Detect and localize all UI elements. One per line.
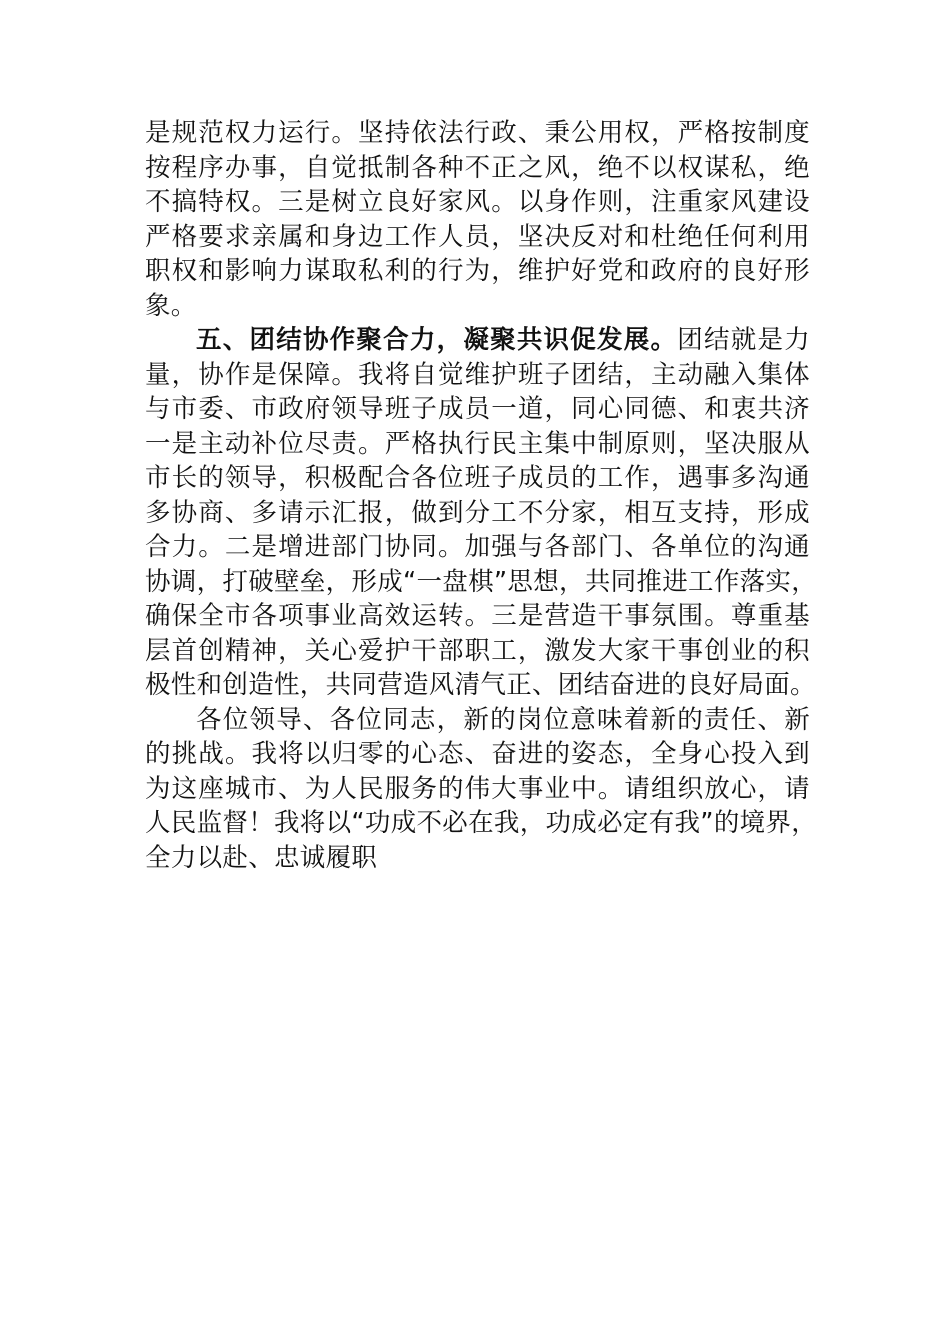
text-line: 为这座城市、为人民服务的伟大事业中。请组织放心，请	[145, 773, 810, 804]
text-line: 各位领导、各位同志，新的岗位意味着新的责任、新	[196, 704, 810, 735]
text-line: 不搞特权。三是树立良好家风。以身作则，注重家风建设	[145, 187, 810, 217]
text-line: 合力。二是增进部门协同。加强与各部门、各单位的沟通	[145, 532, 810, 562]
text-line: 象。	[145, 290, 197, 321]
text-line: 确保全市各项事业高效运转。三是营造干事氛围。尊重基	[145, 601, 810, 631]
paragraph-closing	[145, 703, 818, 876]
text-line: 的挑战。我将以归零的心态、奋进的姿态，全身心投入到	[145, 739, 810, 769]
paragraph-unity-cooperation	[145, 323, 818, 703]
text-line: 与市委、市政府领导班子成员一道，同心同德、和衷共济	[145, 394, 810, 424]
paragraph-power-regulation	[145, 116, 810, 323]
text-line: 人民监督！我将以“功成不必在我，功成必定有我”的境界，	[145, 808, 818, 838]
text-line: 市长的领导，积极配合各位班子成员的工作，遇事多沟通	[145, 463, 810, 493]
heading-line-rest: 团结就是力	[677, 325, 810, 355]
text-line: 层首创精神，关心爱护干部职工，激发大家干事创业的积	[145, 635, 810, 666]
text-line: 按程序办事，自觉抵制各种不正之风，绝不以权谋私，绝	[145, 152, 810, 183]
text-line: 协调，打破壁垒，形成“一盘棋”思想，共同推进工作落实，	[145, 566, 818, 597]
text-line: 严格要求亲属和身边工作人员，坚决反对和杜绝任何利用	[145, 221, 810, 252]
text-line: 量，协作是保障。我将自觉维护班子团结，主动融入集体	[145, 359, 810, 390]
text-line: 一是主动补位尽责。严格执行民主集中制原则，坚决服从	[145, 428, 810, 459]
text-line: 多协商、多请示汇报，做到分工不分家，相互支持，形成	[145, 497, 810, 528]
text-line: 全力以赴、忠诚履职	[145, 842, 378, 873]
text-line: 职权和影响力谋取私利的行为，维护好党和政府的良好形	[145, 256, 810, 286]
section-heading-line	[145, 323, 810, 358]
document-body	[145, 116, 818, 875]
text-line: 极性和创造性，共同营造风清气正、团结奋进的良好局面。	[145, 670, 816, 700]
text-line: 是规范权力运行。坚持依法行政、秉公用权，严格按制度	[145, 118, 810, 148]
section-heading: 五、团结协作聚合力，凝聚共识促发展。	[196, 325, 678, 355]
